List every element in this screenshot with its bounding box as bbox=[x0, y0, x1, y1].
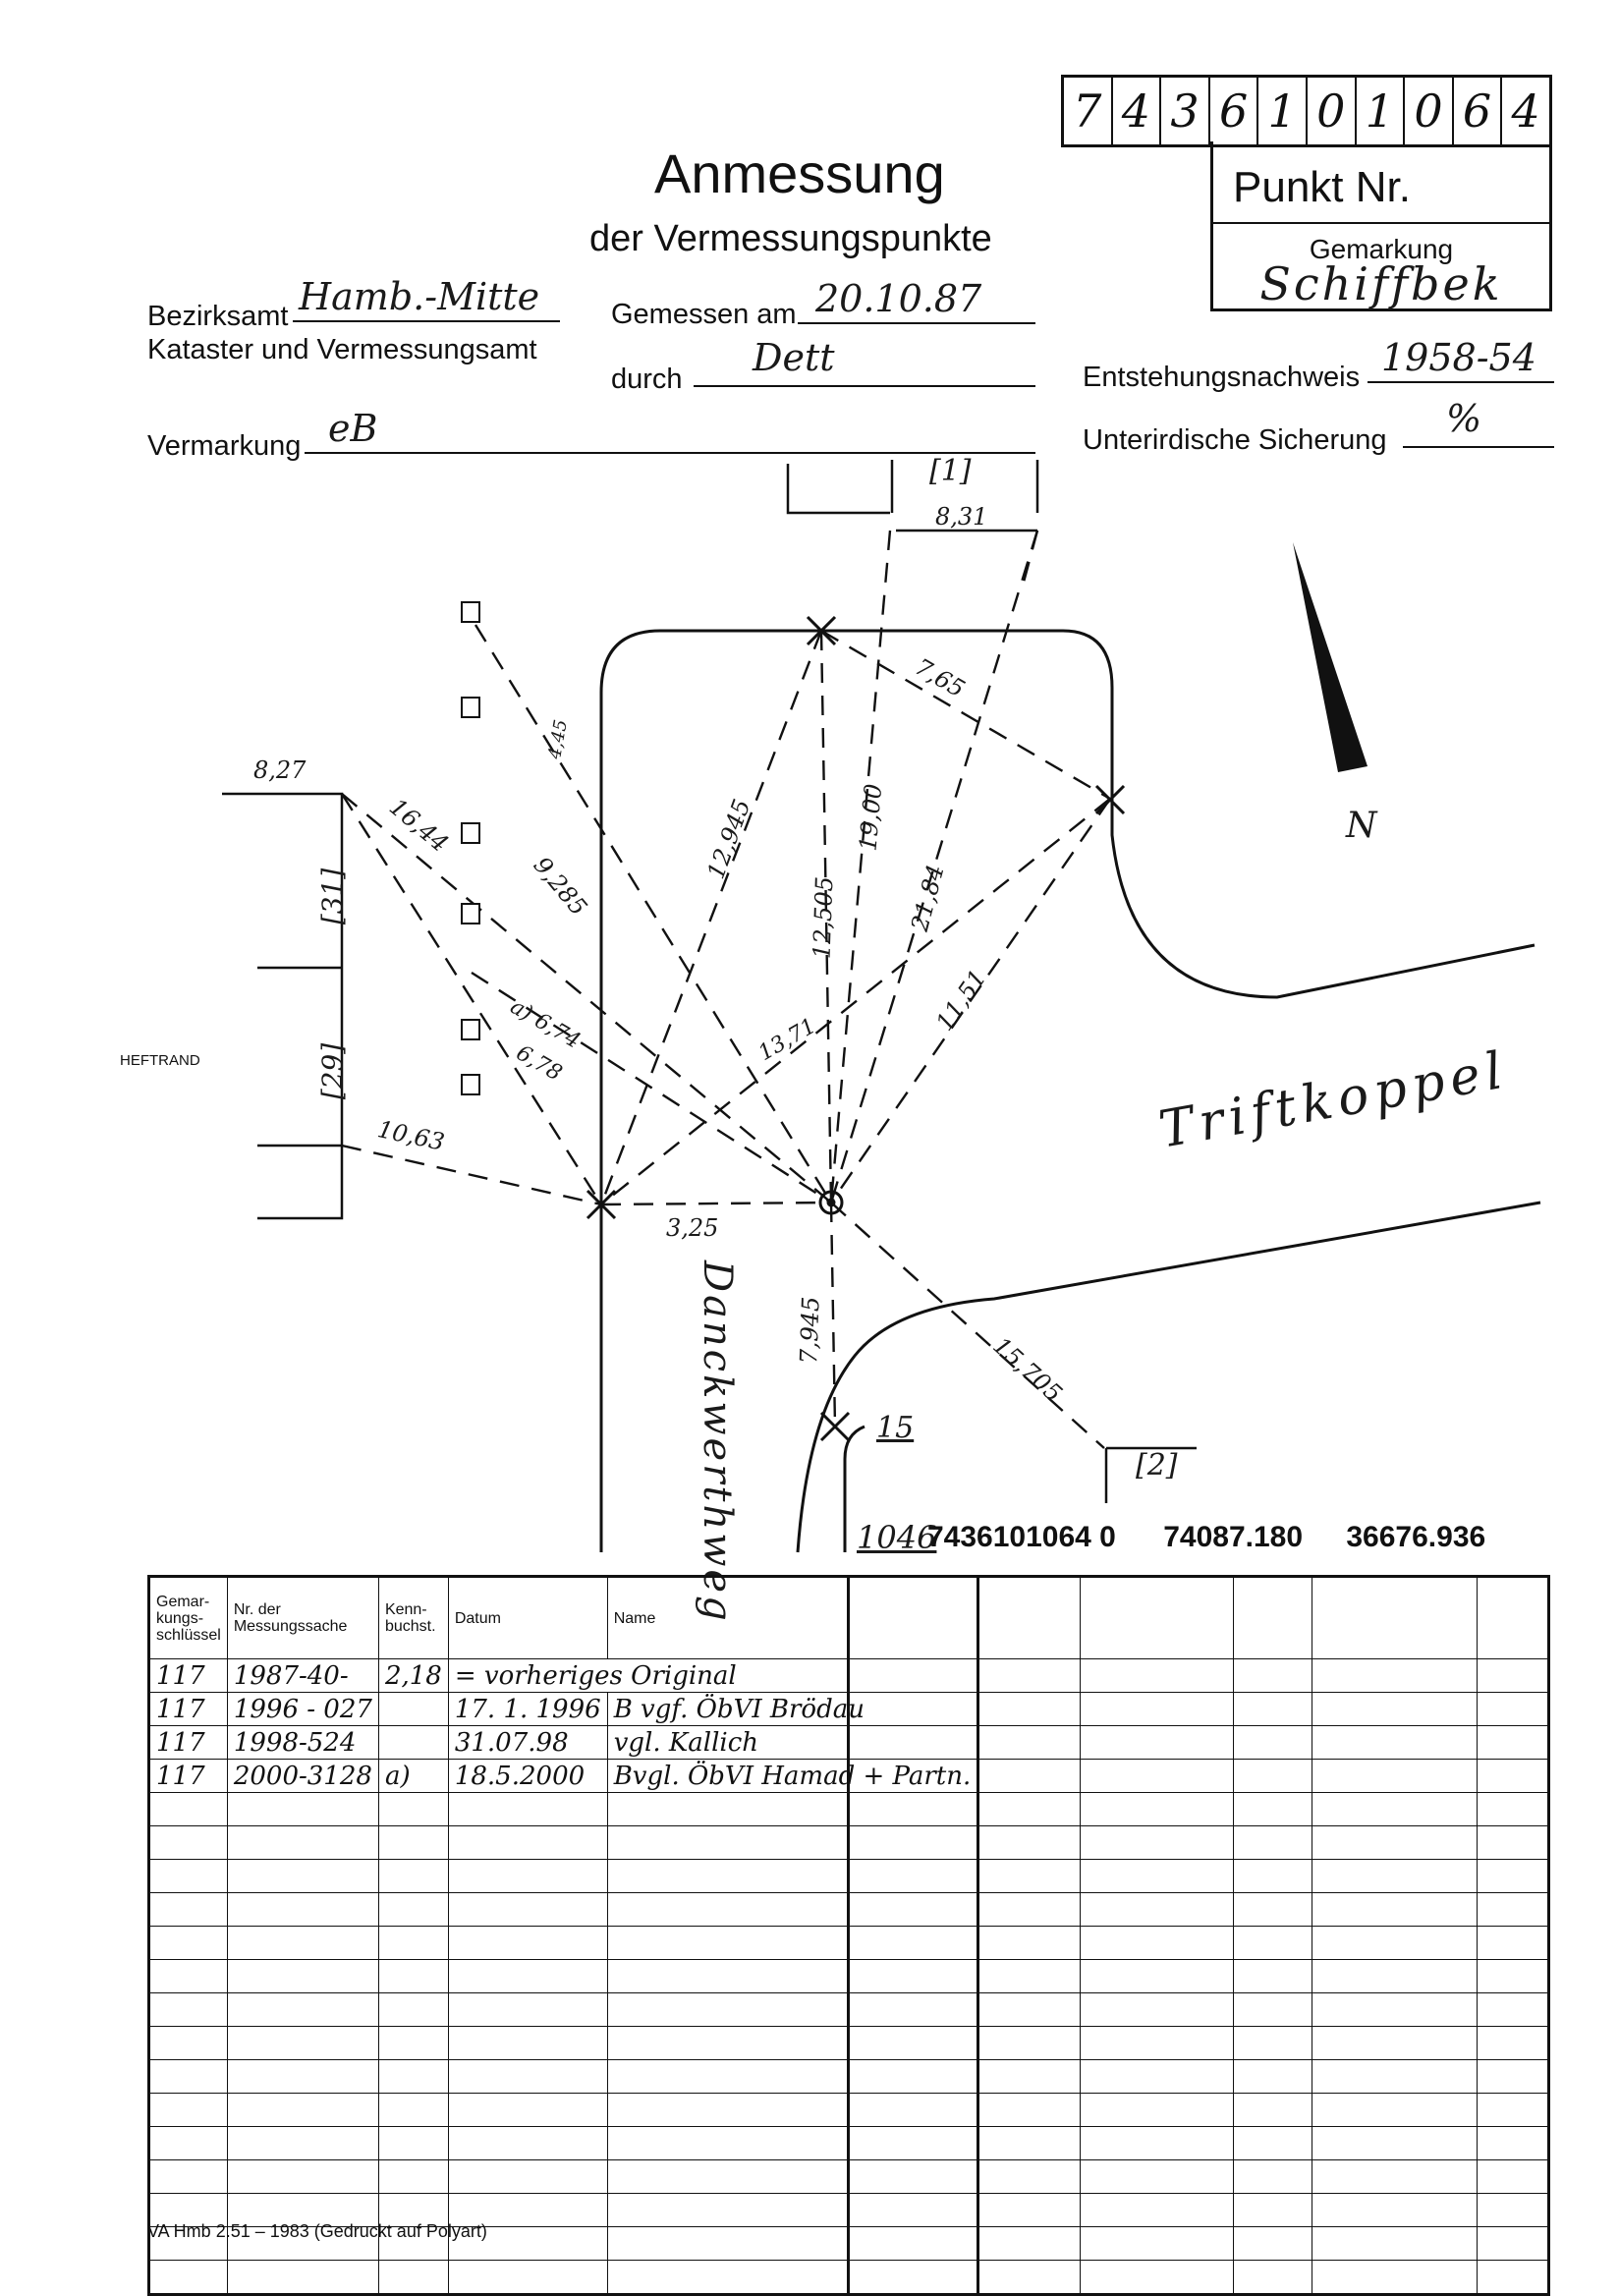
table-cell bbox=[1312, 2027, 1478, 2060]
table-cell bbox=[448, 1893, 607, 1927]
point-marker bbox=[1096, 786, 1124, 813]
building-corner bbox=[788, 464, 890, 513]
table-cell bbox=[849, 2127, 1081, 2160]
table-cell bbox=[1081, 1760, 1234, 1793]
table-cell bbox=[1234, 1726, 1312, 1760]
measurement-label: 16,44 bbox=[384, 793, 454, 858]
table-cell bbox=[849, 1793, 1081, 1826]
table-row bbox=[849, 2094, 1549, 2127]
table-cell bbox=[378, 1726, 448, 1760]
table-cell bbox=[1081, 1826, 1234, 1860]
table-cell bbox=[149, 1993, 228, 2027]
col-messungssache: Nr. der Messungssache bbox=[227, 1577, 378, 1659]
gemarkung-value: Schiffbek bbox=[1259, 257, 1503, 310]
table-cell bbox=[1478, 2094, 1549, 2127]
stone-marker bbox=[462, 1020, 479, 1039]
stone-marker bbox=[462, 602, 479, 622]
table-cell bbox=[227, 2094, 378, 2127]
coord-x: 74087.180 bbox=[1163, 1521, 1304, 1553]
table-cell bbox=[448, 2027, 607, 2060]
table-cell bbox=[1234, 1860, 1312, 1893]
table-cell bbox=[227, 1993, 378, 2027]
measurement-label: a) 6,74 bbox=[505, 994, 585, 1054]
table-cell bbox=[1478, 1960, 1549, 1993]
point-digit: 4 bbox=[1113, 78, 1162, 144]
table-cell bbox=[1081, 1893, 1234, 1927]
table-row bbox=[849, 2194, 1549, 2227]
point-digit: 7 bbox=[1064, 78, 1113, 144]
measurement-label: 12,945 bbox=[701, 795, 756, 883]
table-cell bbox=[149, 2261, 228, 2295]
table-cell bbox=[849, 2027, 1081, 2060]
table-cell: 17. 1. 1996 bbox=[448, 1693, 607, 1726]
col-name: Name bbox=[607, 1577, 978, 1659]
table-cell bbox=[1234, 1927, 1312, 1960]
measurement-label: 3,25 bbox=[666, 1214, 719, 1242]
table-row bbox=[849, 1659, 1549, 1693]
table-cell bbox=[1234, 1960, 1312, 1993]
table-row bbox=[849, 2160, 1549, 2194]
table-cell bbox=[1478, 1577, 1549, 1659]
table-cell bbox=[1234, 2261, 1312, 2295]
measurement-label: 7,945 bbox=[795, 1296, 825, 1365]
table-cell bbox=[227, 1793, 378, 1826]
table-cell bbox=[378, 2127, 448, 2160]
table-cell bbox=[149, 1860, 228, 1893]
table-cell bbox=[1234, 2127, 1312, 2160]
table-cell: 117 bbox=[149, 1760, 228, 1793]
street-label-danckwerthweg: Danckwerthweg bbox=[695, 1260, 740, 1624]
point-digit: 6 bbox=[1454, 78, 1503, 144]
table-cell bbox=[149, 1893, 228, 1927]
table-cell: 1996 - 027 bbox=[227, 1693, 378, 1726]
table-cell bbox=[1081, 1860, 1234, 1893]
stone-marker bbox=[462, 904, 479, 924]
table-cell bbox=[1478, 2060, 1549, 2094]
table-cell bbox=[1312, 1659, 1478, 1693]
stone-marker bbox=[462, 1075, 479, 1094]
measurement-label: 8,31 bbox=[935, 503, 988, 531]
meas-line bbox=[601, 631, 821, 1204]
meas-line bbox=[601, 1203, 831, 1204]
table-cell bbox=[849, 1693, 1081, 1726]
table-row bbox=[849, 1893, 1549, 1927]
table-cell: a) bbox=[378, 1760, 448, 1793]
road-edge-south bbox=[798, 1203, 1540, 1552]
table-cell bbox=[1312, 2160, 1478, 2194]
table-cell bbox=[1312, 2094, 1478, 2127]
table-cell: 18.5.2000 bbox=[448, 1760, 607, 1793]
table-cell bbox=[378, 1993, 448, 2027]
table-row bbox=[849, 2227, 1549, 2261]
point-digit: 6 bbox=[1210, 78, 1259, 144]
measurement-label: 19,00 bbox=[854, 782, 888, 853]
table-cell: 31.07.98 bbox=[448, 1726, 607, 1760]
table-cell bbox=[1312, 2194, 1478, 2227]
table-cell: 1998-524 bbox=[227, 1726, 378, 1760]
meas-line bbox=[1022, 531, 1037, 589]
heftrand-label: HEFTRAND bbox=[120, 1052, 200, 1069]
table-cell bbox=[378, 1927, 448, 1960]
table-row bbox=[849, 1726, 1549, 1760]
table-cell bbox=[1478, 1793, 1549, 1826]
table-cell bbox=[1312, 1927, 1478, 1960]
table-row bbox=[849, 1927, 1549, 1960]
table-cell bbox=[1234, 1693, 1312, 1726]
table-cell bbox=[849, 2227, 1081, 2261]
table-cell: Bvgl. ÖbVI Hamad + Partn. bbox=[607, 1760, 978, 1793]
meas-line bbox=[342, 1146, 601, 1204]
point-digit: 0 bbox=[1405, 78, 1454, 144]
table-cell bbox=[1478, 1659, 1549, 1693]
table-cell bbox=[227, 2027, 378, 2060]
table-cell bbox=[1478, 1860, 1549, 1893]
table-cell: 1987-40- bbox=[227, 1659, 378, 1693]
table-cell bbox=[1312, 1893, 1478, 1927]
table-cell bbox=[1081, 1793, 1234, 1826]
table-cell bbox=[1312, 2060, 1478, 2094]
table-cell bbox=[1312, 1793, 1478, 1826]
form-footer: VA Hmb 2.51 – 1983 (Gedruckt auf Polyart) bbox=[147, 2221, 487, 2241]
table-cell bbox=[448, 2060, 607, 2094]
col-gemarkungsschluessel: Gemar- kungs- schlüssel bbox=[149, 1577, 228, 1659]
table-cell bbox=[1312, 1993, 1478, 2027]
table-cell bbox=[849, 1860, 1081, 1893]
gemessen-value: 20.10.87 bbox=[815, 277, 982, 320]
table-cell bbox=[1478, 1893, 1549, 1927]
table-cell bbox=[378, 2160, 448, 2194]
table-cell bbox=[849, 1726, 1081, 1760]
table-cell bbox=[1312, 2227, 1478, 2261]
table-row bbox=[849, 1793, 1549, 1826]
table-cell: 117 bbox=[149, 1726, 228, 1760]
table-cell bbox=[378, 1860, 448, 1893]
table-cell bbox=[1234, 2160, 1312, 2194]
table-row bbox=[849, 1760, 1549, 1793]
gemessen-label: Gemessen am bbox=[611, 299, 797, 330]
table-cell bbox=[1478, 2261, 1549, 2295]
main-point-center bbox=[828, 1200, 834, 1205]
unterirdisch-label: Unterirdische Sicherung bbox=[1083, 424, 1387, 456]
table-cell bbox=[849, 1927, 1081, 1960]
table-cell bbox=[1312, 1860, 1478, 1893]
measurement-label: 7,65 bbox=[910, 652, 970, 703]
measurement-label: 11,51 bbox=[930, 964, 992, 1036]
table-cell bbox=[149, 1826, 228, 1860]
table-header-row bbox=[849, 1577, 1549, 1659]
table-cell bbox=[1234, 2027, 1312, 2060]
table-cell bbox=[1234, 1760, 1312, 1793]
table-cell bbox=[1478, 2227, 1549, 2261]
bezirksamt-label: Bezirksamt bbox=[147, 301, 289, 332]
meas-line bbox=[821, 631, 1110, 799]
entstehung-label: Entstehungsnachweis bbox=[1083, 362, 1361, 393]
table-row bbox=[849, 1826, 1549, 1860]
table-cell bbox=[1234, 1793, 1312, 1826]
table-cell bbox=[378, 1693, 448, 1726]
table-cell bbox=[448, 2261, 607, 2295]
table-cell bbox=[378, 1826, 448, 1860]
table-cell bbox=[849, 1993, 1081, 2027]
table-cell bbox=[378, 2060, 448, 2094]
point-label: 15 bbox=[876, 1411, 915, 1445]
point-marker bbox=[821, 1413, 849, 1440]
north-label: N bbox=[1346, 806, 1377, 846]
table-cell bbox=[1312, 1826, 1478, 1860]
meas-line bbox=[601, 799, 1110, 1204]
measurement-label: 10,63 bbox=[374, 1115, 447, 1156]
table-cell bbox=[1234, 2194, 1312, 2227]
table-cell bbox=[448, 2160, 607, 2194]
kataster-label: Kataster und Vermessungsamt bbox=[147, 334, 537, 365]
point-digit: 3 bbox=[1161, 78, 1210, 144]
punkt-label: Punkt Nr. bbox=[1233, 163, 1411, 211]
table-cell bbox=[448, 1927, 607, 1960]
stone-marker bbox=[462, 698, 479, 717]
point-label: 1046 bbox=[857, 1519, 937, 1556]
table-cell bbox=[1081, 1693, 1234, 1726]
table-cell bbox=[1234, 2060, 1312, 2094]
table-row bbox=[849, 1960, 1549, 1993]
table-cell bbox=[149, 1793, 228, 1826]
north-arrow-icon bbox=[1293, 542, 1368, 772]
table-cell bbox=[448, 2127, 607, 2160]
table-cell bbox=[849, 1577, 1081, 1659]
table-cell bbox=[1081, 2227, 1234, 2261]
col-datum: Datum bbox=[448, 1577, 607, 1659]
table-cell bbox=[1081, 1726, 1234, 1760]
table-cell bbox=[1478, 1760, 1549, 1793]
table-cell bbox=[1478, 2127, 1549, 2160]
table-cell bbox=[1081, 1993, 1234, 2027]
table-cell bbox=[1478, 1726, 1549, 1760]
table-cell bbox=[1081, 2027, 1234, 2060]
table-cell bbox=[1234, 2227, 1312, 2261]
point-digit: 0 bbox=[1308, 78, 1357, 144]
table-cell bbox=[227, 1927, 378, 1960]
table-cell bbox=[227, 1960, 378, 1993]
table-cell bbox=[149, 2094, 228, 2127]
table-cell bbox=[227, 1893, 378, 1927]
table-cell: 117 bbox=[149, 1693, 228, 1726]
page-subtitle: der Vermessungspunkte bbox=[589, 218, 992, 259]
table-row bbox=[849, 1693, 1549, 1726]
table-cell bbox=[149, 1960, 228, 1993]
table-cell bbox=[1234, 1893, 1312, 1927]
table-cell bbox=[227, 2160, 378, 2194]
table-cell bbox=[1081, 2094, 1234, 2127]
parcel-31-29 bbox=[222, 794, 342, 1218]
table-cell bbox=[227, 1860, 378, 1893]
table-cell bbox=[1478, 1993, 1549, 2027]
table-cell bbox=[1234, 1577, 1312, 1659]
measurement-label: 15,705 bbox=[987, 1331, 1068, 1408]
table-cell bbox=[849, 1893, 1081, 1927]
table-row bbox=[849, 2060, 1549, 2094]
empty-table bbox=[847, 1575, 1550, 2296]
entstehung-value: 1958-54 bbox=[1381, 336, 1536, 379]
ref-label: [31] bbox=[316, 868, 350, 925]
table-cell bbox=[378, 2094, 448, 2127]
table-cell: 117 bbox=[149, 1659, 228, 1693]
table-cell bbox=[1081, 2160, 1234, 2194]
table-cell bbox=[149, 2127, 228, 2160]
measurement-label: 6,78 bbox=[512, 1040, 566, 1087]
measurement-label: 4,45 bbox=[544, 717, 572, 761]
coord-id: 7436101064 0 bbox=[927, 1521, 1116, 1553]
table-body bbox=[849, 1577, 1549, 2295]
table-cell bbox=[1312, 2261, 1478, 2295]
table-cell bbox=[1081, 1960, 1234, 1993]
bezirksamt-value: Hamb.-Mitte bbox=[299, 275, 540, 318]
table-cell bbox=[227, 2127, 378, 2160]
table-cell bbox=[378, 2027, 448, 2060]
street-label-triftkoppel: Triftkoppel bbox=[1154, 1040, 1513, 1160]
table-cell bbox=[448, 1793, 607, 1826]
table-cell bbox=[1081, 2261, 1234, 2295]
measurement-label: 12,505 bbox=[808, 875, 839, 960]
table-cell bbox=[849, 1826, 1081, 1860]
table-cell bbox=[1312, 1693, 1478, 1726]
table-cell bbox=[1312, 1577, 1478, 1659]
table-cell bbox=[1478, 1693, 1549, 1726]
ref-label: [2] bbox=[1136, 1448, 1178, 1483]
table-cell bbox=[1081, 1927, 1234, 1960]
durch-label: durch bbox=[611, 364, 683, 395]
table-cell bbox=[849, 2194, 1081, 2227]
table-cell bbox=[1081, 1577, 1234, 1659]
table-cell bbox=[378, 1793, 448, 1826]
unterirdisch-value: % bbox=[1446, 397, 1482, 440]
table-cell bbox=[1478, 2027, 1549, 2060]
table-cell bbox=[849, 2094, 1081, 2127]
gemarkung-label: Gemarkung bbox=[1309, 234, 1454, 264]
coordinates bbox=[927, 1521, 1485, 1554]
measurement-label: 13,71 bbox=[754, 1013, 821, 1067]
table-cell bbox=[448, 2094, 607, 2127]
table-cell: 2000-3128 bbox=[227, 1760, 378, 1793]
table-cell bbox=[1312, 2127, 1478, 2160]
measurement-label: 8,27 bbox=[253, 756, 307, 784]
table-cell: B vgf. ÖbVI Brödau bbox=[607, 1693, 978, 1726]
ref-label: [29] bbox=[316, 1042, 350, 1100]
boundary-stones bbox=[462, 602, 479, 1094]
table-cell bbox=[1478, 1826, 1549, 1860]
table-cell bbox=[1234, 1826, 1312, 1860]
meas-line bbox=[475, 625, 831, 1203]
vermarkung-label: Vermarkung bbox=[147, 430, 302, 462]
point-digit: 1 bbox=[1357, 78, 1406, 144]
table-cell bbox=[849, 1960, 1081, 1993]
table-cell bbox=[1234, 2094, 1312, 2127]
table-cell bbox=[1312, 1960, 1478, 1993]
table-cell bbox=[448, 1826, 607, 1860]
table-cell bbox=[378, 1960, 448, 1993]
table-cell bbox=[1234, 1659, 1312, 1693]
table-cell: 2,18 bbox=[378, 1659, 448, 1693]
durch-value: Dett bbox=[753, 336, 835, 379]
table-cell bbox=[149, 2027, 228, 2060]
meas-line bbox=[831, 1203, 1104, 1448]
table-cell bbox=[1478, 1927, 1549, 1960]
north-arrow bbox=[1293, 542, 1368, 772]
table-cell bbox=[149, 2060, 228, 2094]
point-digit: 4 bbox=[1511, 84, 1540, 138]
table-row bbox=[849, 2027, 1549, 2060]
table-cell bbox=[1081, 2127, 1234, 2160]
table-cell bbox=[448, 1993, 607, 2027]
table-row bbox=[849, 2127, 1549, 2160]
table-row bbox=[849, 1860, 1549, 1893]
table-cell bbox=[849, 2060, 1081, 2094]
table-row bbox=[849, 2261, 1549, 2295]
table-cell bbox=[1081, 2060, 1234, 2094]
table-cell bbox=[849, 2261, 1081, 2295]
coord-y: 36676.936 bbox=[1346, 1521, 1486, 1553]
table-cell bbox=[448, 1860, 607, 1893]
table-cell bbox=[1478, 2194, 1549, 2227]
table-cell bbox=[227, 1826, 378, 1860]
stone-marker bbox=[462, 823, 479, 843]
point-digit: 1 bbox=[1258, 78, 1308, 144]
table-cell bbox=[378, 1893, 448, 1927]
table-cell bbox=[378, 2261, 448, 2295]
table-cell bbox=[1312, 1760, 1478, 1793]
vermarkung-value: eB bbox=[328, 407, 378, 450]
table-cell bbox=[227, 2261, 378, 2295]
table-row bbox=[849, 1993, 1549, 2027]
table-cell bbox=[1312, 1726, 1478, 1760]
table-cell bbox=[1234, 1993, 1312, 2027]
table-cell bbox=[849, 1760, 1081, 1793]
table-cell bbox=[149, 1927, 228, 1960]
ref-label: [1] bbox=[929, 454, 972, 488]
table-cell bbox=[448, 1960, 607, 1993]
table-cell bbox=[1081, 2194, 1234, 2227]
page-title: Anmessung bbox=[654, 142, 945, 204]
table-cell bbox=[849, 1659, 1081, 1693]
table-cell bbox=[149, 2160, 228, 2194]
table-cell bbox=[227, 2060, 378, 2094]
table-cell bbox=[849, 2160, 1081, 2194]
col-kennbuchst: Kenn- buchst. bbox=[378, 1577, 448, 1659]
measurement-label: 9,285 bbox=[528, 851, 593, 922]
table-cell: vgl. Kallich bbox=[607, 1726, 978, 1760]
measurement-label: 21,84 bbox=[905, 862, 950, 934]
table-cell bbox=[1478, 2160, 1549, 2194]
table-cell bbox=[1081, 1659, 1234, 1693]
table-cell: = vorheriges Original bbox=[448, 1659, 977, 1693]
